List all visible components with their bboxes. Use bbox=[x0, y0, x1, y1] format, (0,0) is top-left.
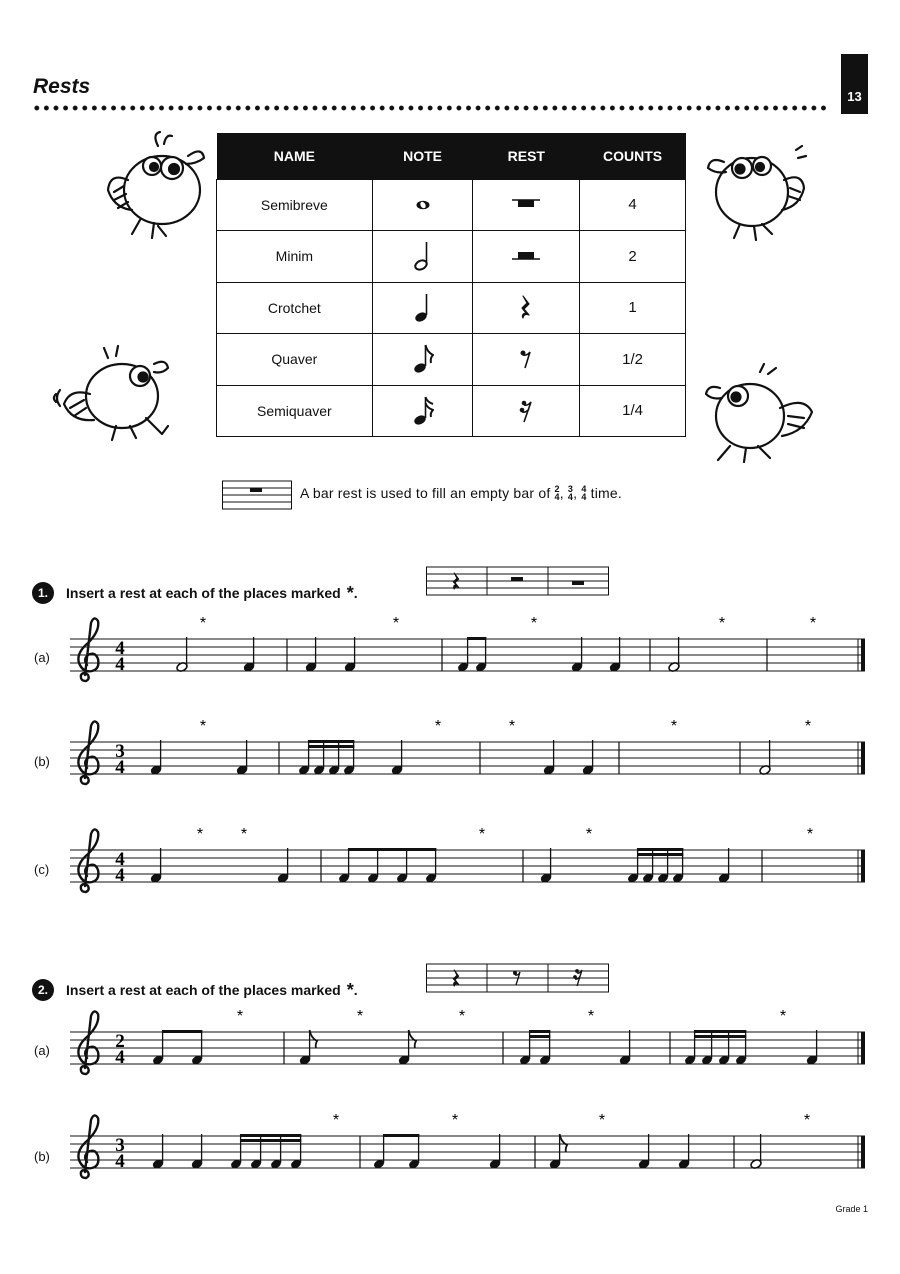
time-signature-top: 2 bbox=[115, 1031, 125, 1052]
final-bar-line bbox=[861, 1032, 865, 1064]
header-counts: COUNTS bbox=[580, 133, 686, 179]
table-row bbox=[217, 334, 686, 386]
bird-illustration-mid-left bbox=[50, 338, 180, 446]
time-signature-top: 3 bbox=[115, 741, 125, 762]
exercise-label: (b) bbox=[34, 1149, 50, 1164]
row-name: Quaver bbox=[217, 334, 373, 386]
asterisk-symbol: * bbox=[346, 582, 354, 603]
treble-clef-icon bbox=[78, 829, 98, 892]
treble-clef-icon bbox=[78, 1011, 98, 1074]
rest-marker-asterisk: * bbox=[804, 718, 812, 735]
rest-marker-asterisk: * bbox=[240, 826, 248, 843]
bird-illustration-mid-right bbox=[700, 360, 825, 466]
rest-marker-asterisk: * bbox=[332, 1112, 340, 1129]
time-signature: 2 4 bbox=[554, 484, 560, 502]
question-1-instruction bbox=[32, 582, 358, 604]
exercise-label: (a) bbox=[34, 1043, 50, 1058]
minim-note-icon bbox=[372, 231, 473, 283]
final-bar-line bbox=[861, 1136, 865, 1168]
table-row bbox=[217, 385, 686, 437]
final-bar-line bbox=[861, 742, 865, 774]
rest-marker-asterisk: * bbox=[356, 1008, 364, 1025]
quaver-rest-icon bbox=[473, 334, 580, 386]
bar-rest-text: A bar rest is used to fill an empty bar of bbox=[300, 485, 551, 501]
question-2-rest-options bbox=[426, 961, 609, 995]
exercise-1c-staff bbox=[70, 826, 870, 896]
row-name: Crotchet bbox=[217, 282, 373, 334]
semibreve-rest-icon bbox=[473, 179, 580, 231]
rest-marker-asterisk: * bbox=[199, 718, 207, 735]
question-2-instruction bbox=[32, 979, 358, 1001]
rest-marker-asterisk: * bbox=[434, 718, 442, 735]
rest-marker-asterisk: * bbox=[779, 1008, 787, 1025]
rest-marker-asterisk: * bbox=[585, 826, 593, 843]
time-signature-bottom: 4 bbox=[115, 1151, 125, 1172]
row-counts: 4 bbox=[580, 179, 686, 231]
period: . bbox=[353, 585, 358, 601]
exercise-label: (a) bbox=[34, 650, 50, 665]
row-counts: 1 bbox=[580, 282, 686, 334]
rest-marker-asterisk: * bbox=[530, 615, 538, 632]
row-name: Semibreve bbox=[217, 179, 373, 231]
question-number: 2. bbox=[32, 979, 54, 1001]
page-number: 13 bbox=[841, 54, 868, 114]
time-signature-bottom: 4 bbox=[115, 1047, 125, 1068]
crotchet-note-icon bbox=[372, 282, 473, 334]
rest-marker-asterisk: * bbox=[587, 1008, 595, 1025]
table-row bbox=[217, 231, 686, 283]
question-1-rest-options bbox=[426, 564, 609, 598]
crotchet-rest-icon bbox=[473, 282, 580, 334]
treble-clef-icon bbox=[78, 618, 98, 681]
page-title: Rests bbox=[33, 75, 91, 98]
rest-marker-asterisk: * bbox=[392, 615, 400, 632]
rest-marker-asterisk: * bbox=[508, 718, 516, 735]
time-signature: 3 4 bbox=[567, 484, 574, 502]
row-name: Minim bbox=[217, 231, 373, 283]
footer-grade: Grade 1 bbox=[835, 1204, 868, 1214]
rest-marker-asterisk: * bbox=[199, 615, 207, 632]
time-signature: 4 4 bbox=[581, 484, 587, 502]
row-counts: 1/2 bbox=[580, 334, 686, 386]
exercise-label: (b) bbox=[34, 754, 50, 769]
treble-clef-icon bbox=[78, 721, 98, 784]
time-signature-bottom: 4 bbox=[115, 654, 125, 675]
rest-marker-asterisk: * bbox=[806, 826, 814, 843]
bar-rest-note bbox=[300, 485, 622, 501]
treble-clef-icon bbox=[78, 1115, 98, 1178]
semiquaver-rest-icon bbox=[473, 385, 580, 437]
table-header-row bbox=[217, 133, 686, 179]
table-row bbox=[217, 282, 686, 334]
semibreve-rest-icon bbox=[572, 581, 584, 585]
comma: , bbox=[559, 485, 564, 501]
semibreve-note-icon bbox=[372, 179, 473, 231]
row-counts: 2 bbox=[580, 231, 686, 283]
rests-table bbox=[216, 133, 686, 437]
bird-illustration-top-right bbox=[700, 130, 815, 245]
asterisk-symbol: * bbox=[346, 979, 354, 1000]
exercise-1b-staff bbox=[70, 718, 870, 788]
rest-marker-asterisk: * bbox=[670, 718, 678, 735]
bar-rest-text-end: time. bbox=[590, 485, 622, 501]
table-row bbox=[217, 179, 686, 231]
rest-marker-asterisk: * bbox=[236, 1008, 244, 1025]
quaver-note-icon bbox=[372, 334, 473, 386]
bar-rest-staff bbox=[222, 479, 292, 511]
rest-marker-asterisk: * bbox=[458, 1008, 466, 1025]
header-name: NAME bbox=[217, 133, 373, 179]
semiquaver-note-icon bbox=[372, 385, 473, 437]
time-signature-bottom: 4 bbox=[115, 757, 125, 778]
question-number: 1. bbox=[32, 582, 54, 604]
time-signature-top: 4 bbox=[115, 849, 125, 870]
instruction-text: Insert a rest at each of the places marked bbox=[66, 982, 341, 998]
minim-rest-icon bbox=[473, 231, 580, 283]
time-signature-bottom: 4 bbox=[115, 865, 125, 886]
time-signature-top: 4 bbox=[115, 638, 125, 659]
time-signature-top: 3 bbox=[115, 1135, 125, 1156]
rest-marker-asterisk: * bbox=[196, 826, 204, 843]
header-rest: REST bbox=[473, 133, 580, 179]
period: . bbox=[353, 982, 358, 998]
rest-marker-asterisk: * bbox=[718, 615, 726, 632]
rest-marker-asterisk: * bbox=[809, 615, 817, 632]
rest-marker-asterisk: * bbox=[598, 1112, 606, 1129]
exercise-2a-staff bbox=[70, 1008, 870, 1078]
final-bar-line bbox=[861, 639, 865, 671]
rest-marker-asterisk: * bbox=[803, 1112, 811, 1129]
dotted-rule bbox=[32, 104, 827, 112]
row-name: Semiquaver bbox=[217, 385, 373, 437]
minim-rest-icon bbox=[511, 577, 523, 581]
header-note: NOTE bbox=[372, 133, 473, 179]
exercise-2b-staff bbox=[70, 1112, 870, 1182]
row-counts: 1/4 bbox=[580, 385, 686, 437]
instruction-text: Insert a rest at each of the places marked bbox=[66, 585, 341, 601]
bird-illustration-top-left bbox=[100, 128, 215, 240]
exercise-1a-staff bbox=[70, 615, 870, 685]
final-bar-line bbox=[861, 850, 865, 882]
comma: , bbox=[573, 485, 578, 501]
exercise-label: (c) bbox=[34, 862, 50, 877]
rest-marker-asterisk: * bbox=[478, 826, 486, 843]
rest-marker-asterisk: * bbox=[451, 1112, 459, 1129]
